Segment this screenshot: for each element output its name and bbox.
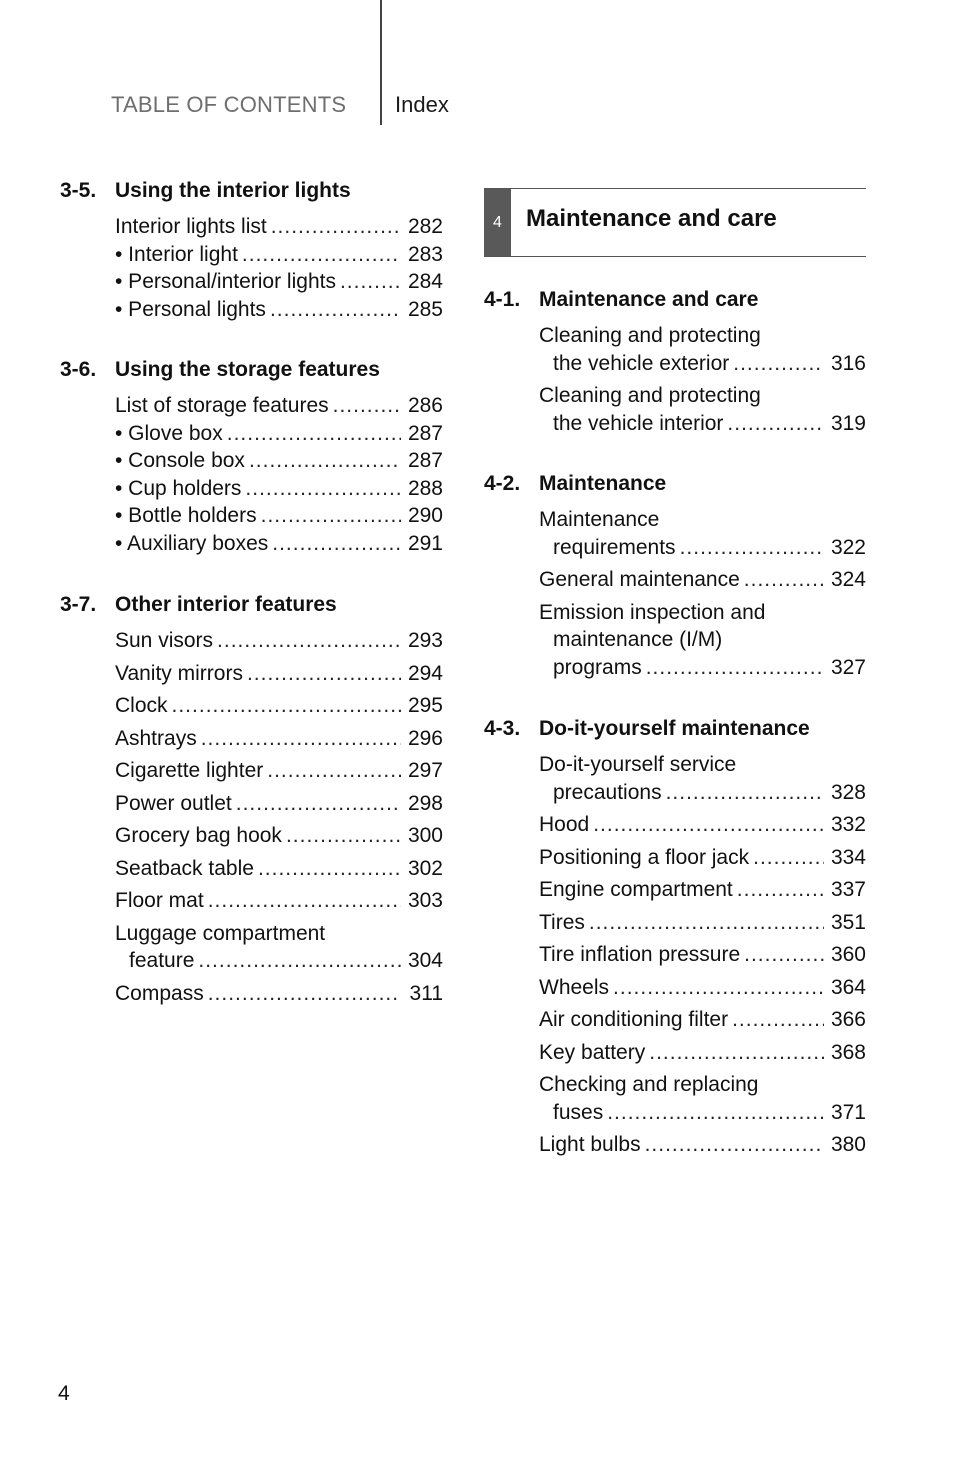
dot-leader [249, 447, 401, 475]
entry-page-number: 319 [830, 411, 866, 435]
dot-leader [645, 1131, 824, 1159]
dot-leader [245, 475, 401, 503]
dot-leader [271, 213, 401, 241]
section-title: Maintenance [539, 472, 667, 495]
entry-title: Seatback table [115, 856, 254, 880]
entry-title: feature [129, 949, 195, 972]
entry-page-number: 294 [407, 661, 443, 685]
entry-line [115, 660, 443, 688]
entry-title: Do-it-yourself service [539, 753, 737, 776]
entry-title: the vehicle exterior [553, 351, 730, 375]
section-heading[interactable] [484, 716, 866, 742]
entry-line [539, 654, 866, 682]
toc-entry[interactable] [115, 420, 443, 448]
dot-leader [286, 822, 401, 850]
entry-page-number: 337 [830, 878, 866, 901]
chapter-header [484, 188, 866, 257]
entry-title: programs [553, 655, 642, 679]
dot-leader [732, 1006, 824, 1034]
entry-list [115, 213, 443, 323]
toc-section [60, 592, 443, 1012]
entry-line [539, 1099, 866, 1127]
toc-entry[interactable] [539, 909, 866, 937]
toc-entry[interactable] [115, 627, 443, 655]
entry-title: Tire inflation pressure [539, 943, 741, 966]
entry-title: Luggage compartment [115, 921, 326, 945]
toc-entry[interactable] [115, 241, 443, 269]
entry-page-number: 286 [407, 394, 443, 417]
entry-page-number: 288 [407, 476, 443, 500]
toc-entry[interactable] [115, 530, 443, 558]
entry-list [539, 506, 866, 681]
toc-entry[interactable] [115, 475, 443, 503]
dot-leader [201, 725, 401, 753]
entry-page-number: 327 [830, 655, 866, 679]
entry-title: maintenance (I/M) [553, 628, 723, 651]
entry-page-number: 303 [407, 889, 443, 912]
dot-leader [247, 660, 401, 688]
entry-title: Tires [539, 910, 585, 934]
entry-line [115, 725, 443, 753]
toc-section [484, 471, 866, 686]
entry-line [539, 506, 866, 534]
toc-entry[interactable] [115, 757, 443, 785]
dot-leader [589, 909, 824, 937]
section-title: Using the interior lights [115, 179, 351, 202]
dot-leader [340, 268, 401, 296]
entry-title: • Console box [115, 449, 245, 472]
section-number: 4-1. [484, 288, 521, 311]
entry-title: Emission inspection and [539, 600, 766, 624]
entry-line [539, 322, 866, 350]
entry-title: Ashtrays [115, 726, 197, 750]
dot-leader [227, 420, 401, 448]
section-heading[interactable] [484, 471, 866, 497]
dot-leader [680, 534, 824, 562]
entry-line [115, 790, 443, 818]
entry-list [539, 322, 866, 437]
entry-page-number: 285 [407, 297, 443, 321]
toc-entry[interactable] [539, 1131, 866, 1159]
entry-title: Floor mat [115, 889, 204, 912]
page-number: 4 [58, 1382, 70, 1405]
toc-entry[interactable] [539, 941, 866, 969]
entry-title: • Auxiliary boxes [115, 531, 269, 555]
toc-entry[interactable] [539, 382, 866, 437]
entry-title: Grocery bag hook [115, 824, 282, 847]
toc-entry[interactable] [115, 887, 443, 915]
entry-line [539, 350, 866, 378]
toc-entry[interactable] [115, 822, 443, 850]
entry-page-number: 300 [407, 824, 443, 847]
entry-line [115, 475, 443, 503]
dot-leader [261, 502, 401, 530]
toc-entry[interactable] [115, 790, 443, 818]
entry-line [539, 876, 866, 904]
entry-page-number: 316 [830, 351, 866, 375]
entry-title: Maintenance [539, 508, 660, 531]
entry-page-number: 293 [407, 629, 443, 652]
entry-line [115, 757, 443, 785]
toc-entry[interactable] [115, 296, 443, 324]
dot-leader [270, 296, 401, 324]
entry-line [539, 811, 866, 839]
entry-line [115, 392, 443, 420]
entry-page-number: 297 [407, 759, 443, 782]
entry-page-number: 380 [830, 1133, 866, 1156]
entry-title: • Glove box [115, 421, 223, 445]
entry-list [539, 751, 866, 1159]
entry-line [539, 909, 866, 937]
dot-leader [198, 947, 401, 975]
toc-section [60, 357, 443, 557]
toc-entry[interactable] [539, 876, 866, 904]
entry-line [115, 420, 443, 448]
entry-line [115, 502, 443, 530]
section-title: Do-it-yourself maintenance [539, 717, 810, 740]
entry-page-number: 324 [830, 568, 866, 591]
dot-leader [172, 692, 401, 720]
toc-entry[interactable] [115, 725, 443, 753]
toc-entry[interactable] [539, 751, 866, 806]
dot-leader [607, 1099, 824, 1127]
dot-leader [208, 887, 401, 915]
entry-line [539, 534, 866, 562]
entry-page-number: 291 [407, 531, 443, 555]
dot-leader [744, 566, 824, 594]
entry-line [115, 447, 443, 475]
entry-page-number: 304 [407, 949, 443, 972]
header-divider [380, 0, 382, 125]
toc-entry[interactable] [115, 502, 443, 530]
entry-page-number: 282 [407, 215, 443, 238]
entry-page-number: 334 [830, 845, 866, 869]
toc-entry[interactable] [539, 1006, 866, 1034]
entry-page-number: 290 [407, 504, 443, 527]
entry-title: precautions [553, 780, 662, 804]
entry-title: Vanity mirrors [115, 661, 243, 685]
section-heading[interactable] [60, 592, 443, 618]
toc-section [484, 716, 866, 1164]
toc-entry[interactable] [539, 322, 866, 377]
entry-line [115, 887, 443, 915]
entry-line [115, 692, 443, 720]
toc-entry[interactable] [115, 268, 443, 296]
toc-entry[interactable] [539, 811, 866, 839]
entry-line [539, 626, 866, 654]
entry-title: Key battery [539, 1040, 646, 1064]
entry-line [115, 241, 443, 269]
dot-leader [744, 941, 824, 969]
entry-page-number: 283 [407, 242, 443, 266]
toc-entry[interactable] [115, 920, 443, 975]
toc-entry[interactable] [115, 392, 443, 420]
entry-title: Engine compartment [539, 878, 733, 901]
chapter-number-tab: 4 [484, 189, 511, 256]
dot-leader [666, 779, 824, 807]
entry-title: • Personal lights [115, 297, 266, 321]
dot-leader [272, 530, 401, 558]
section-number: 3-7. [60, 593, 97, 616]
entry-line [115, 947, 443, 975]
toc-entry[interactable] [115, 855, 443, 883]
entry-list [115, 627, 443, 1007]
entry-title: • Cup holders [115, 476, 242, 500]
entry-title: Cigarette lighter [115, 759, 264, 782]
entry-line [539, 410, 866, 438]
entry-line [539, 974, 866, 1002]
dot-leader [727, 410, 824, 438]
entry-title: Compass [115, 981, 204, 1005]
entry-line [115, 855, 443, 883]
entry-page-number: 296 [407, 726, 443, 750]
entry-page-number: 364 [830, 975, 866, 999]
entry-line [115, 296, 443, 324]
entry-page-number: 311 [409, 981, 443, 1005]
toc-entry[interactable] [115, 213, 443, 241]
section-heading[interactable] [60, 178, 443, 204]
entry-line [539, 1039, 866, 1067]
entry-page-number: 302 [407, 856, 443, 880]
dot-leader [242, 241, 401, 269]
entry-line [539, 1071, 866, 1099]
toc-entry[interactable] [115, 660, 443, 688]
entry-page-number: 287 [407, 449, 443, 472]
section-title: Other interior features [115, 593, 337, 616]
entry-line [115, 920, 443, 948]
entry-title: • Bottle holders [115, 504, 257, 527]
toc-entry[interactable] [539, 599, 866, 682]
entry-page-number: 328 [830, 780, 866, 804]
entry-line [115, 627, 443, 655]
entry-title: Positioning a floor jack [539, 845, 750, 869]
entry-line [539, 844, 866, 872]
entry-page-number: 368 [830, 1040, 866, 1064]
entry-line [539, 1006, 866, 1034]
dot-leader [737, 876, 824, 904]
entry-title: Interior lights list [115, 215, 267, 238]
toc-entry[interactable] [539, 844, 866, 872]
entry-page-number: 295 [407, 694, 443, 717]
chapter-title: Maintenance and care [526, 205, 777, 232]
dot-leader [208, 980, 401, 1008]
entry-title: Sun visors [115, 629, 214, 652]
entry-page-number: 360 [830, 943, 866, 966]
section-heading[interactable] [60, 357, 443, 383]
entry-page-number: 366 [830, 1008, 866, 1031]
entry-line [539, 1131, 866, 1159]
section-number: 4-2. [484, 472, 521, 495]
entry-line [115, 980, 443, 1008]
toc-section [484, 287, 866, 442]
table-of-contents-link[interactable]: TABLE OF CONTENTS [111, 92, 347, 117]
entry-title: Hood [539, 813, 590, 836]
entry-page-number: 298 [407, 791, 443, 815]
entry-title: fuses [553, 1100, 604, 1124]
toc-entry[interactable] [115, 447, 443, 475]
entry-title: requirements [553, 535, 676, 559]
entry-title: the vehicle interior [553, 411, 724, 435]
dot-leader [613, 974, 824, 1002]
entry-line [539, 779, 866, 807]
toc-entry[interactable] [539, 1039, 866, 1067]
entry-title: List of storage features [115, 394, 329, 417]
entry-title: Clock [115, 694, 168, 717]
entry-page-number: 351 [830, 910, 866, 934]
entry-title: Air conditioning filter [539, 1008, 729, 1031]
section-title: Using the storage features [115, 358, 380, 381]
dot-leader [258, 855, 401, 883]
toc-entry[interactable] [539, 506, 866, 561]
entry-line [539, 566, 866, 594]
index-link[interactable]: Index [395, 92, 449, 117]
entry-line [539, 599, 866, 627]
entry-title: Checking and replacing [539, 1073, 759, 1096]
entry-line [539, 751, 866, 779]
dot-leader [646, 654, 824, 682]
entry-page-number: 287 [407, 421, 443, 445]
toc-entry[interactable] [539, 1071, 866, 1126]
dot-leader [593, 811, 824, 839]
entry-line [115, 530, 443, 558]
section-title: Maintenance and care [539, 288, 759, 311]
entry-title: • Interior light [115, 242, 238, 266]
dot-leader [649, 1039, 824, 1067]
toc-entry[interactable] [115, 692, 443, 720]
dot-leader [333, 392, 401, 420]
toc-entry[interactable] [539, 974, 866, 1002]
dot-leader [236, 790, 401, 818]
entry-title: • Personal/interior lights [115, 270, 336, 293]
dot-leader [267, 757, 401, 785]
entry-page-number: 284 [407, 270, 443, 293]
toc-entry[interactable] [539, 566, 866, 594]
entry-title: Light bulbs [539, 1133, 641, 1156]
entry-line [539, 941, 866, 969]
entry-page-number: 322 [830, 535, 866, 559]
entry-list [115, 392, 443, 557]
dot-leader [753, 844, 824, 872]
entry-page-number: 371 [830, 1100, 866, 1124]
entry-line [115, 213, 443, 241]
toc-section [60, 178, 443, 323]
entry-title: Cleaning and protecting [539, 384, 761, 407]
entry-title: Power outlet [115, 791, 232, 815]
dot-leader [733, 350, 824, 378]
entry-line [539, 382, 866, 410]
section-number: 3-6. [60, 358, 97, 381]
entry-title: Cleaning and protecting [539, 324, 761, 347]
toc-entry[interactable] [115, 980, 443, 1008]
section-number: 3-5. [60, 179, 97, 202]
entry-title: General maintenance [539, 568, 740, 591]
entry-title: Wheels [539, 975, 610, 999]
entry-page-number: 332 [830, 813, 866, 836]
section-number: 4-3. [484, 717, 521, 740]
entry-line [115, 268, 443, 296]
section-heading[interactable] [484, 287, 866, 313]
entry-line [115, 822, 443, 850]
dot-leader [217, 627, 401, 655]
